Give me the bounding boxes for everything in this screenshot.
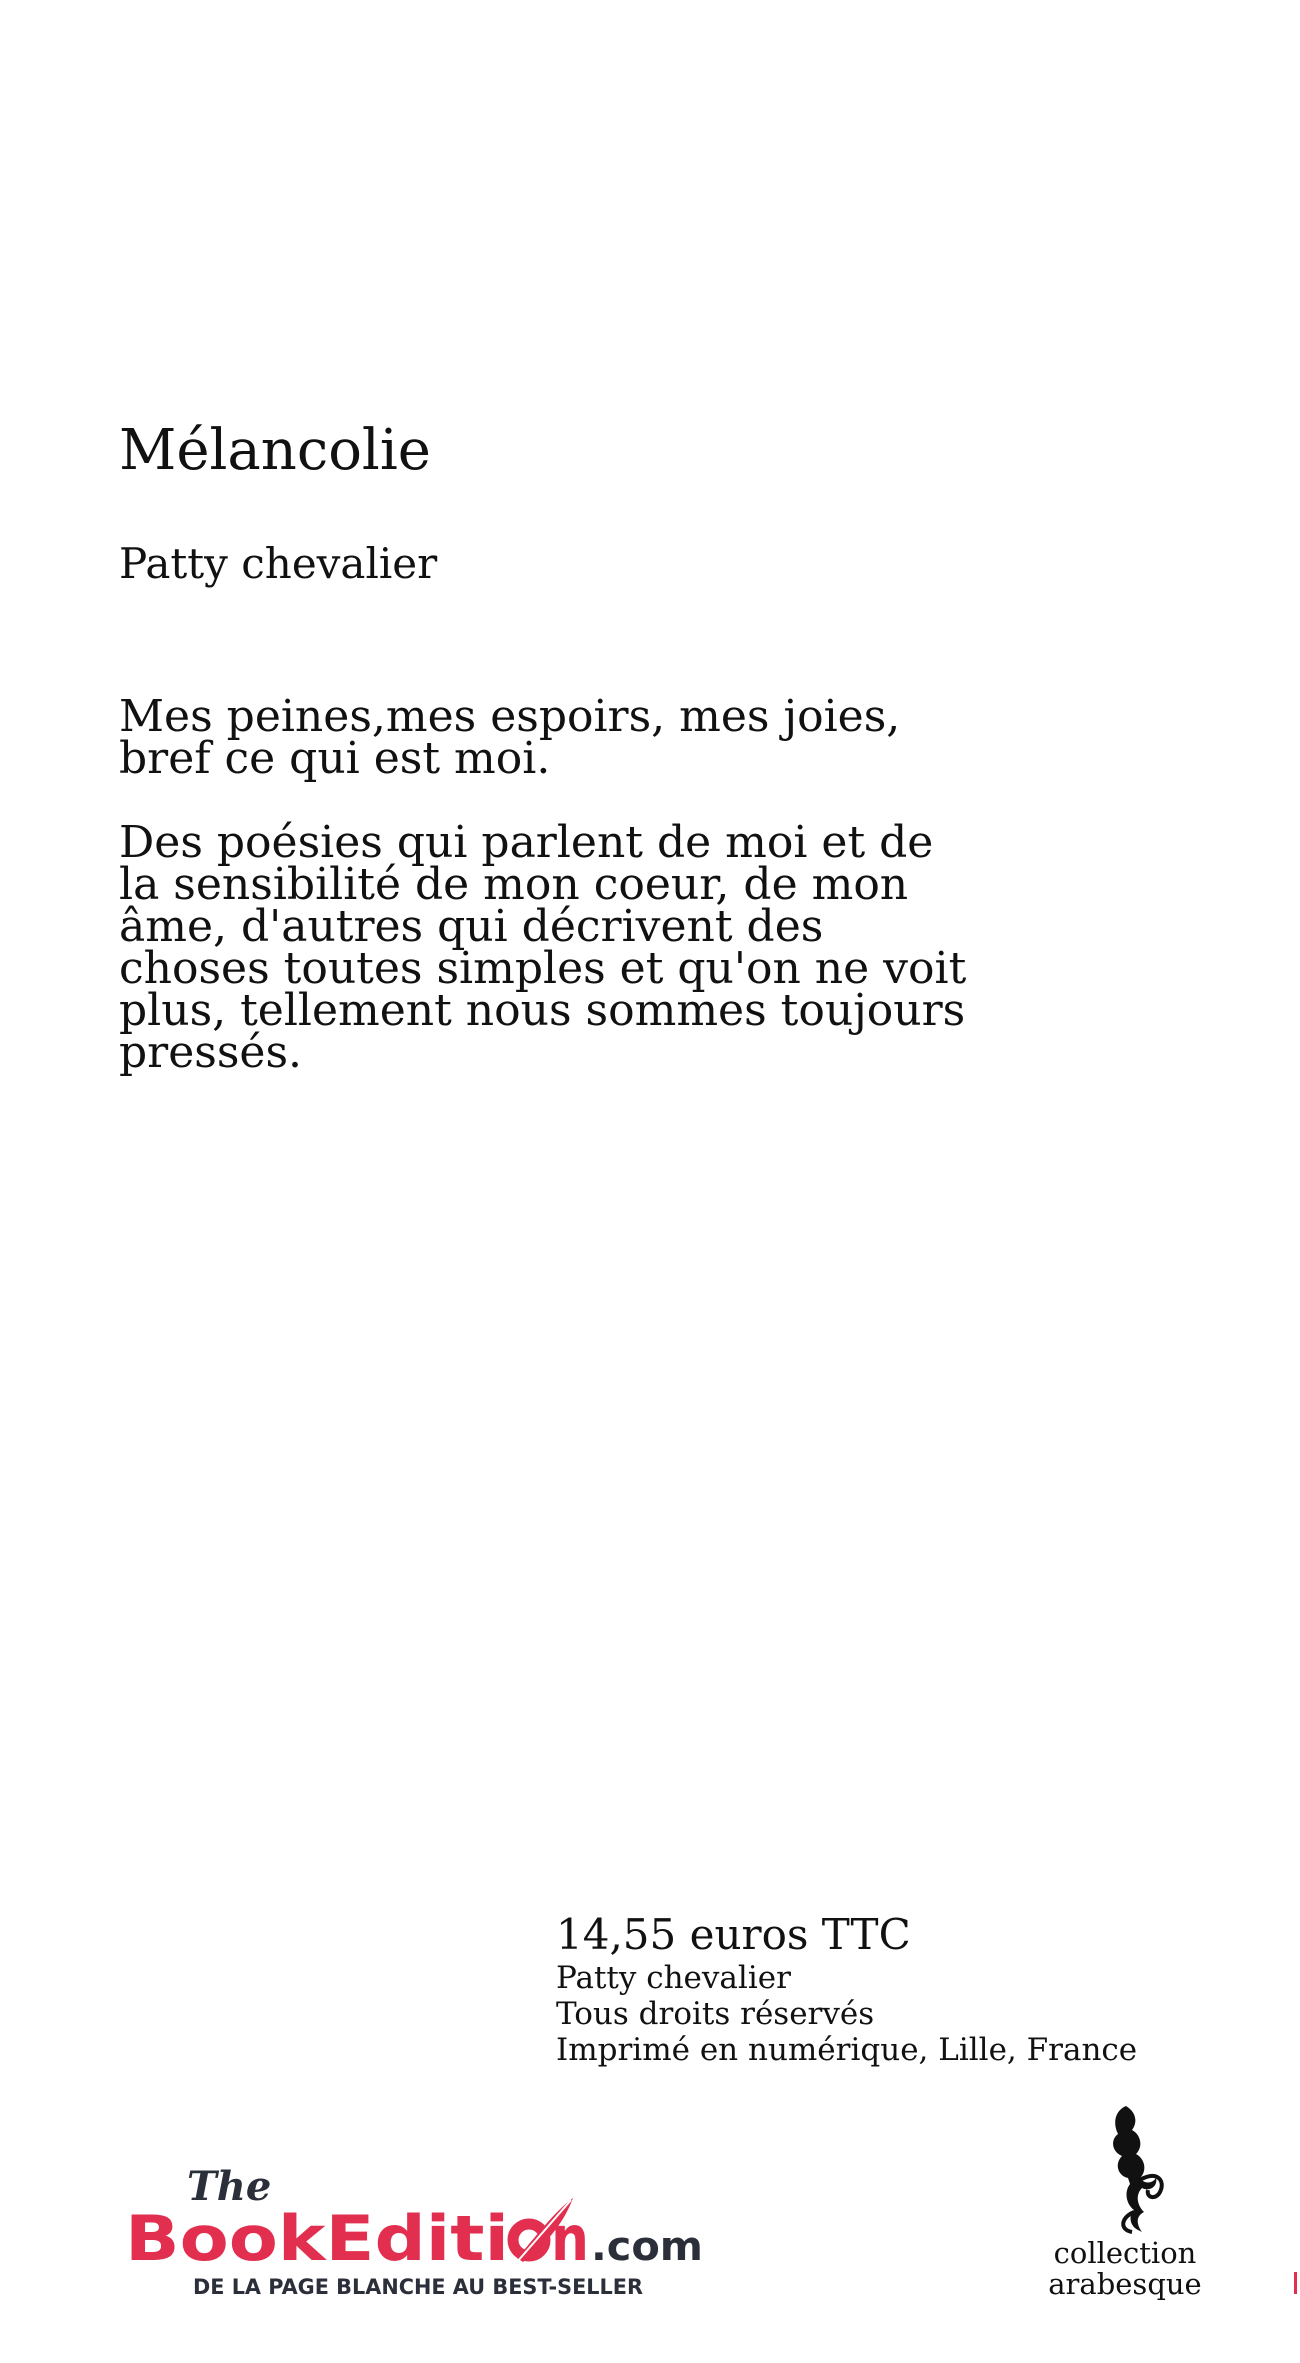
blurb-paragraph: Des poésies qui parlent de moi et de la sensibilité de mon coeur, de mon âme, d'autres qui décrivent des choses toutes simples et qu'on ne voit plus, tellement nous sommes toujours pressés. bbox=[119, 817, 967, 1078]
collection-line2: arabesque bbox=[1048, 2267, 1202, 2301]
logo-tagline: DE LA PAGE BLANCHE AU BEST-SELLER bbox=[193, 2275, 643, 2298]
edge-mark bbox=[1294, 2272, 1297, 2294]
book-author: Patty chevalier bbox=[119, 539, 438, 588]
blurb-paragraph: Mes peines,mes espoirs, mes joies, bref ce qui est moi. bbox=[119, 691, 901, 784]
logo-domain: .com bbox=[591, 2224, 703, 2270]
imprint-printed: Imprimé en numérique, Lille, France bbox=[556, 2032, 1138, 2068]
imprint-author: Patty chevalier bbox=[556, 1960, 791, 1996]
arabesque-ornament-icon bbox=[1040, 2100, 1210, 2236]
collection-label bbox=[1040, 2238, 1210, 2300]
logo-name-part2: n bbox=[551, 2202, 589, 2275]
logo-name-part1: BookEditi bbox=[125, 2202, 509, 2275]
imprint-rights: Tous droits réservés bbox=[556, 1996, 875, 2032]
logo-the: The bbox=[187, 2163, 272, 2210]
collection-line1: collection bbox=[1053, 2236, 1197, 2270]
price: 14,55 euros TTC bbox=[556, 1910, 911, 1959]
book-title: Mélancolie bbox=[119, 418, 431, 483]
bookedition-logo bbox=[125, 2158, 715, 2298]
imprint-block bbox=[556, 1910, 1137, 2068]
collection-mark bbox=[1040, 2100, 1210, 2310]
book-blurb bbox=[119, 691, 979, 1116]
